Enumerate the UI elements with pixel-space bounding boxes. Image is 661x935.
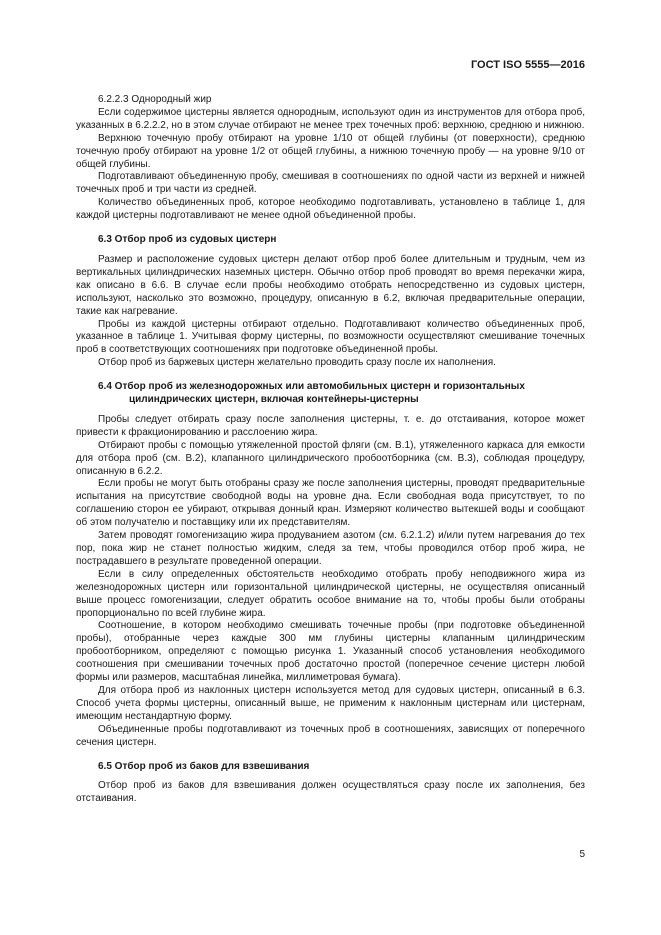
paragraph: Верхнюю точечную пробу отбирают на уровне 1/10 от общей глубины (от поверхности), среднюю точечную пробу отбирают на уровне 1/2 от общей глубины, а нижнюю точечную пробу — на уровне 9/10 от общей глубины. [76, 132, 585, 170]
paragraph: Затем проводят гомогенизацию жира продуванием азотом (см. 6.2.1.2) и/или путем нагревания до тех пор, пока жир не станет полностью жидким, следя за тем, чтобы проводился отбор проб жира, не пострадавшего в результате проведенной операции. [76, 530, 585, 567]
paragraph: Подготавливают объединенную пробу, смешивая в соотношениях по одной части из верхней и нижней точечных проб и три части из средней. [76, 171, 585, 196]
section-heading-6-4 [76, 381, 585, 407]
paragraph: Для отбора проб из наклонных цистерн используется метод для судовых цистерн, описанный в 6.3. Способ учета формы цистерны, описанный выше, не применим к наклонным цистернам или цистернам, имеющим нестандартную форму. [76, 684, 585, 722]
paragraph: Соотношение, в котором необходимо смешивать точечные пробы (при подготовке объединенной пробы), отобранные через каждые 300 мм глубины цистерны клапанным цилиндрическим пробоотборником, определяют с помощью рисунка 1. Указанный способ установления необходимого соотношения при смешивании точечных проб достаточно простой (поперечное сечение цистерн любой формы или размеров, масштабная линейка, миллиметровая бумага). [76, 620, 585, 684]
document-header: ГОСТ ISO 5555—2016 [470, 59, 585, 71]
paragraph: Если в силу определенных обстоятельств необходимо отобрать пробу неподвижного жира из железнодорожных цистерн или горизонтальной цилиндрической цистерны, не осуществляя описанный выше процесс гомогенизации, следует обратить особое внимание на то, чтобы пробы были отобраны пропорционально по всей глубине жира. [76, 568, 585, 619]
page-number: 5 [579, 849, 585, 860]
section-heading-6-4-line1: 6.4 Отбор проб из железнодорожных или автомобильных цистерн и горизонтальных [98, 381, 525, 393]
paragraph: Пробы из каждой цистерны отбирают отдельно. Подготавливают количество объединенных проб, указанное в таблице 1. Учитывая форму цистерны, по возможности осуществляют смешивание точечных проб в соответствующих соотношениях при подготовке объединенной пробы. [76, 318, 585, 356]
paragraph: Размер и расположение судовых цистерн делают отбор проб более длительным и трудным, чем из вертикальных цилиндрических наземных цистерн. Обычно отбор проб проводят во время перекачки жира, как описано в 6.6. В случае если пробы необходимо отобрать непосредственно из судовых цистерн, используют, насколько это возможно, процедуру, описанную в 6.2, включая предварительные операции, такие как нагревание. [76, 253, 585, 317]
paragraph: Объединенные пробы подготавливают из точечных проб в соотношениях, зависящих от поперечного сечения цистерн. [76, 723, 585, 748]
section-heading-6-3: 6.3 Отбор проб из судовых цистерн [98, 234, 277, 246]
paragraph: Отбирают пробы с помощью утяжеленной простой фляги (см. В.1), утяжеленного каркаса для емкости для отбора проб (см. В.2), клапанного цилиндрического пробоотборника (см. В.3), соблюдая процедуру, описанную в 6.2.2. [76, 439, 585, 477]
paragraph: Отбор проб из баржевых цистерн желательно проводить сразу после их наполнения. [98, 357, 496, 369]
section-heading-6-4-line2: цилиндрических цистерн, включая контейнеры-цистерны [129, 394, 419, 406]
subsection-title-6-2-2-3: 6.2.2.3 Однородный жир [98, 94, 212, 105]
page-content [76, 94, 585, 806]
paragraph: Если пробы не могут быть отобраны сразу же после заполнения цистерны, проводят предварительные испытания на присутствие свободной воды на уровне дна. Если свободная вода присутствует, то по соглашению сторон ее убирают, открывая донный кран. Измеряют количество вытекшей воды и сообщают об этом получателю и поставщику или их представителям. [76, 478, 585, 529]
paragraph: Количество объединенных проб, которое необходимо подготавливать, установлено в таблице 1, для каждой цистерны подготавливают не менее одной объединенной пробы. [76, 197, 585, 222]
paragraph: Отбор проб из баков для взвешивания должен осуществляться сразу после их заполнения, без отстаивания. [76, 780, 585, 805]
section-heading-6-5: 6.5 Отбор проб из баков для взвешивания [98, 760, 310, 772]
paragraph: Пробы следует отбирать сразу после заполнения цистерны, т. е. до отстаивания, которое может привести к фракционированию и расслоению жира. [76, 413, 585, 438]
paragraph: Если содержимое цистерны является однородным, используют один из инструментов для отбора проб, указанных в 6.2.2.2, но в этом случае отбирают не менее трех точечных проб: верхнюю, среднюю и нижнюю. [76, 106, 585, 131]
